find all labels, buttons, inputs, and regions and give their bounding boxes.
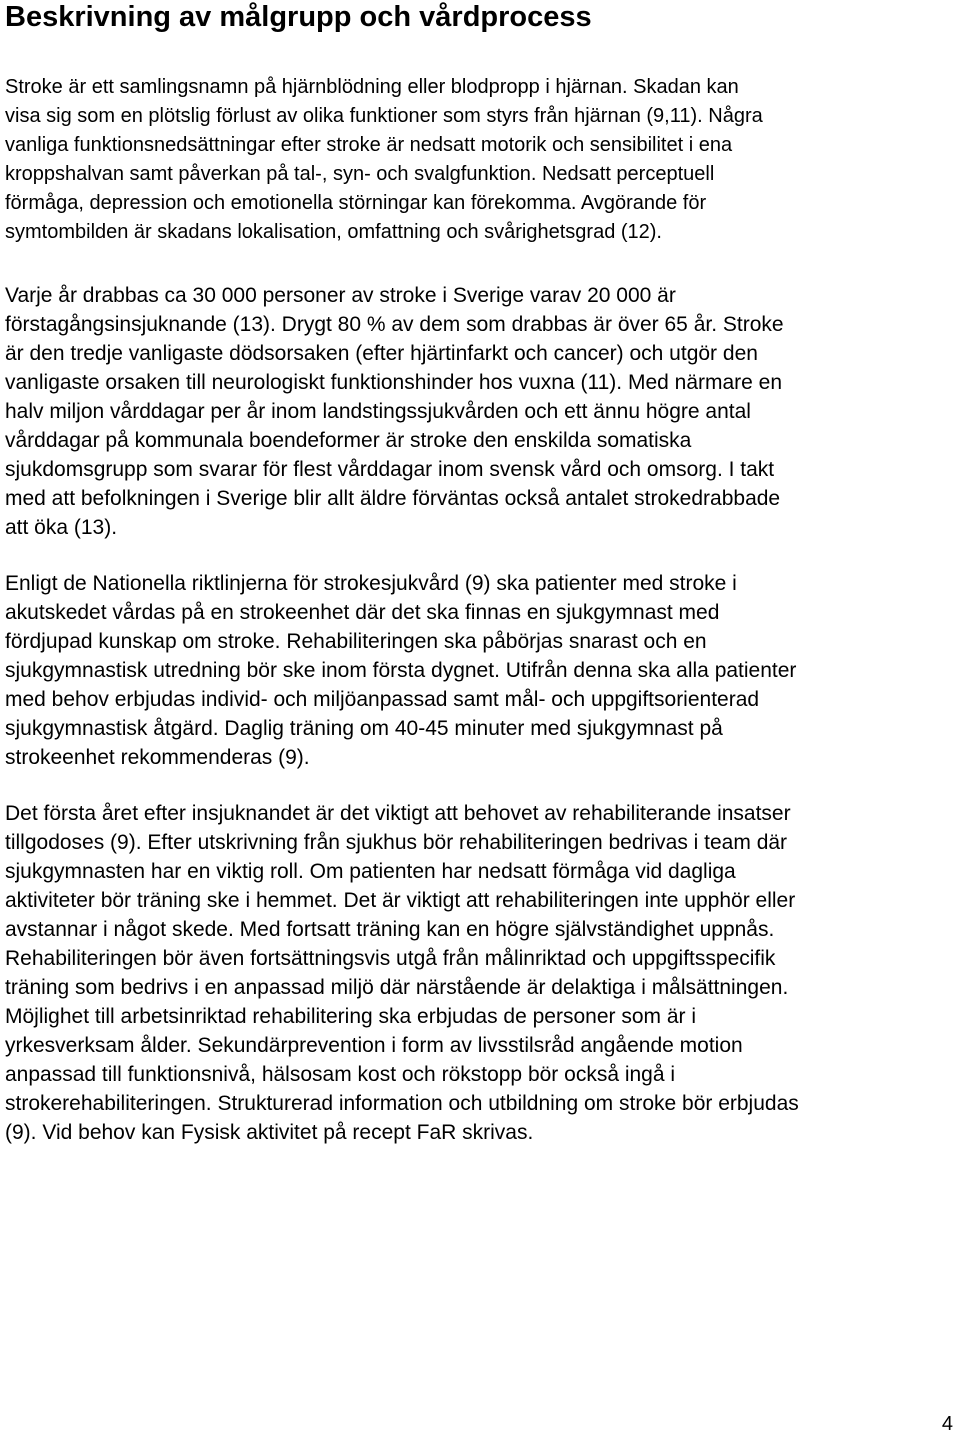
text-line: sjukgymnasten har en viktig roll. Om patienten har nedsatt förmåga vid dagliga [5,860,736,883]
text-line: med att befolkningen i Sverige blir allt äldre förväntas också antalet strokedrabbade [5,487,781,510]
text-line: förstagångsinsjuknande (13). Drygt 80 % av dem som drabbas är över 65 år. Stroke [5,313,784,336]
paragraph-guidelines [5,569,796,772]
text-line: Varje år drabbas ca 30 000 personer av stroke i Sverige varav 20 000 är [5,284,676,307]
text-line: anpassad till funktionsnivå, hälsosam kost och rökstopp bör också ingå i [5,1063,676,1086]
page-number: 4 [941,1413,953,1435]
section-title: Beskrivning av målgrupp och vårdprocess [5,1,592,33]
text-line: Rehabiliteringen bör även fortsättningsvis utgå från målinriktad och uppgiftsspecifik [5,947,776,970]
text-line: strokeenhet rekommenderas (9). [5,746,310,769]
text-line: halv miljon vårddagar per år inom landstingssjukvården och ett ännu högre antal [5,400,751,423]
text-line: vanligaste orsaken till neurologiskt funktionshinder hos vuxna (11). Med närmare en [5,371,783,394]
text-line: visa sig som en plötslig förlust av olika funktioner som styrs från hjärnan (9,11). Några [5,105,763,127]
text-line: förmåga, depression och emotionella störningar kan förekomma. Avgörande för [5,192,707,214]
text-line: kroppshalvan samt påverkan på tal-, syn- och svalgfunktion. Nedsatt perceptuell [5,163,715,185]
text-line: symtombilden är skadans lokalisation, omfattning och svårighetsgrad (12). [5,221,662,243]
paragraph-rehabilitation [5,799,799,1147]
text-line: strokerehabiliteringen. Strukturerad information och utbildning om stroke bör erbjudas [5,1092,799,1115]
text-line: Möjlighet till arbetsinriktad rehabilitering ska erbjudas de personer som är i [5,1005,697,1028]
paragraph-definition [5,73,763,247]
text-line: med behov erbjudas individ- och miljöanpassad samt mål- och uppgiftsorienterad [5,688,760,711]
text-line: träning som bedrivs i en anpassad miljö där närstående är delaktiga i målsättningen. [5,976,789,999]
text-line: sjukgymnastisk åtgärd. Daglig träning om 40-45 minuter med sjukgymnast på [5,717,723,740]
paragraph-epidemiology [5,281,784,542]
text-line: Det första året efter insjuknandet är det viktigt att behovet av rehabiliterande insatser [5,802,791,825]
text-line: Enligt de Nationella riktlinjerna för strokesjukvård (9) ska patienter med stroke i [5,572,737,595]
text-line: aktiviteter bör träning ske i hemmet. Det är viktigt att rehabiliteringen inte upphör eller [5,889,796,912]
text-line: sjukgymnastisk utredning bör ske inom första dygnet. Utifrån denna ska alla patienter [5,659,797,682]
text-line: yrkesverksam ålder. Sekundärprevention i form av livsstilsråd angående motion [5,1034,743,1057]
text-line: avstannar i något skede. Med fortsatt träning kan en högre självständighet uppnås. [5,918,775,941]
text-line: (9). Vid behov kan Fysisk aktivitet på recept FaR skrivas. [5,1121,534,1144]
text-line: vanliga funktionsnedsättningar efter stroke är nedsatt motorik och sensibilitet i ena [5,134,733,156]
text-line: akutskedet vårdas på en strokeenhet där det ska finnas en sjukgymnast med [5,601,720,624]
text-line: är den tredje vanligaste dödsorsaken (efter hjärtinfarkt och cancer) och utgör den [5,342,758,365]
text-line: sjukdomsgrupp som svarar för flest vårddagar inom svensk vård och omsorg. I takt [5,458,775,481]
text-line: vårddagar på kommunala boendeformer är stroke den enskilda somatiska [5,429,692,452]
text-line: att öka (13). [5,516,118,539]
text-line: tillgodoses (9). Efter utskrivning från sjukhus bör rehabiliteringen bedrivas i team där [5,831,788,854]
text-line: fördjupad kunskap om stroke. Rehabiliteringen ska påbörjas snarast och en [5,630,707,653]
text-line: Stroke är ett samlingsnamn på hjärnblödning eller blodpropp i hjärnan. Skadan kan [5,76,739,98]
